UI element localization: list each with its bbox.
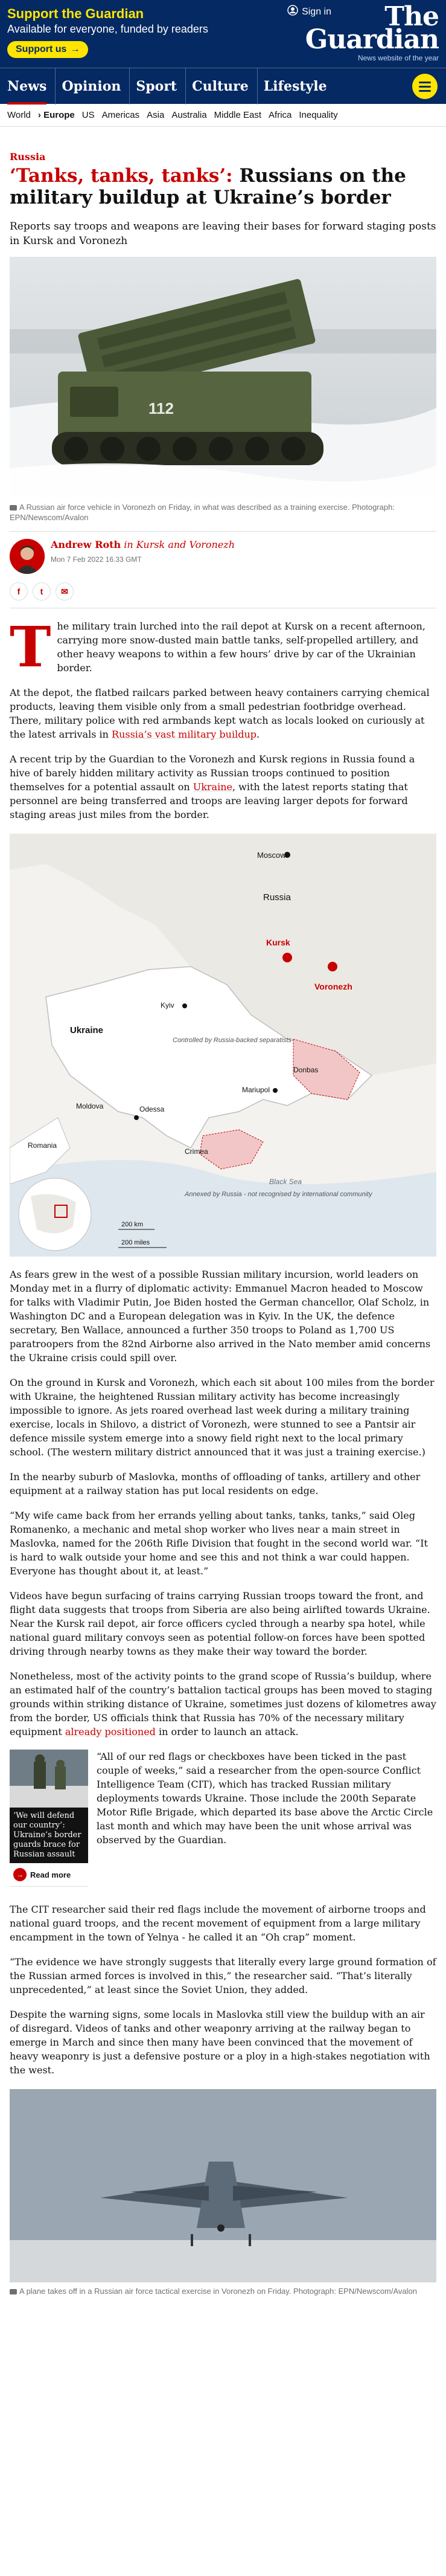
author-name [51, 539, 235, 550]
paragraph-10: “All of our red flags or checkboxes have been ticked in the past couple of weeks,” said a researcher from the open-source Conflict Intelligence Team (CIT), which has tracked Russian military deployments towards Ukraine. Those include the 200th Separate Motor Rifle Brigade, which departed its base above the Arctic Circle last month and which may have been the unit whose arrival was observed by the Guardian. [97, 1751, 433, 1846]
paragraph-3-text-a: A recent trip by the Guardian to the Voronezh and Kursk regions in Russia found a hive of barely hidden military activity as Russian troops continued to position themselves for a potential assault on [10, 753, 415, 793]
subnav-africa[interactable]: Africa [269, 110, 292, 120]
author-link[interactable]: Andrew Roth [51, 539, 121, 550]
subnav-world[interactable]: World [7, 110, 31, 120]
paragraph-1-text: he military train lurched into the rail depot at Kursk on a recent afternoon, carrying more snow-dusted main battle tanks, self-propelled artillery, and other heavy weapons to within a few hours’ drive by car of the Ukrainian border. [57, 620, 425, 674]
map-scale-km: 200 km [121, 1221, 144, 1228]
support-title: Support the Guardian [7, 6, 144, 21]
paragraph-8: Videos have begun surfacing of trains carrying Russian troops toward the front, and flight data suggests that troops from Siberia are also being airlifted towards Ukraine. Near the Kursk rail depot, air force officers cycled through a nearby spa hotel, while national guard military convoys seen as potential follow-on forces have been spotted driving through nearby towns as they make their way toward the border. [10, 1590, 430, 1657]
hero-image[interactable] [10, 257, 436, 498]
facebook-share-icon[interactable]: f [10, 582, 28, 601]
paragraph-3-text-b: , with the latest reports stating that personnel are being transferred and troops are leaving larger depots for forward staging areas just miles from the border. [10, 781, 408, 820]
map-label-moscow: Moscow [257, 851, 286, 860]
logo-tagline: News website of the year [357, 54, 439, 62]
author-location: in Kursk and Voronezh [124, 539, 235, 550]
subnav-us[interactable]: US [81, 110, 95, 120]
pillar-culture[interactable]: Culture [192, 68, 258, 105]
subnav-australia[interactable]: Australia [171, 110, 207, 120]
region-map[interactable] [10, 834, 436, 1257]
map-label-annexed: Annexed by Russia - not recognised by international community [185, 1191, 372, 1198]
subnav-inequality[interactable]: Inequality [299, 110, 338, 120]
twitter-share-icon[interactable]: t [33, 582, 51, 601]
paragraph-4: As fears grew in the west of a possible Russian military incursion, world leaders on Monday met in a flurry of diplomatic activity: Emmanuel Macron headed to Moscow for talks with Vladimir Putin, Joe Biden hosted the German chancellor, Olaf Scholz, in Washington DC and a European delegation was in Kyiv. In the UK, the defence secretary, Ben Wallace, announced a further 350 troops to Poland as 1,700 US paratroopers from the 82nd Airborne also arrived in the Nato member amid concerns the Ukraine crisis could spill over. [10, 1269, 431, 1364]
subnav-europe-label: Europe [43, 110, 75, 120]
paragraph-9 [10, 1669, 436, 1739]
guardian-logo[interactable] [305, 1, 439, 62]
map-label-kyiv: Kyiv [161, 1001, 174, 1009]
publish-date: Mon 7 Feb 2022 16.33 GMT [51, 555, 142, 564]
logo-the: The [384, 1, 439, 32]
arrow-right-icon: → [13, 1868, 27, 1881]
ukraine-russia-map [10, 834, 436, 1257]
promo-read-more[interactable] [10, 1863, 88, 1887]
support-banner [0, 0, 446, 68]
svg-text:112: 112 [148, 399, 174, 417]
standfirst: Reports say troops and weapons are leaving their bases for forward staging posts in Kursk and Voronezh [10, 221, 436, 247]
paragraph-7: “My wife came back from her errands yelling about tanks, tanks, tanks,” said Oleg Romanenko, a mechanic and metal shop worker who lives near a main street in Maslovka, named for the 206th Rifle Division that fought in the second world war. “It is hard to walk outside your home and see this and not think a war could happen. Everyone has thought about it, at least.” [10, 1510, 428, 1577]
camera-icon [10, 2289, 17, 2294]
map-label-russia: Russia [263, 892, 291, 903]
hamburger-icon-bar [419, 86, 431, 88]
map-label-donbas: Donbas [293, 1066, 319, 1074]
hamburger-icon-bar [419, 90, 431, 92]
paragraph-9-text-b: in order to launch an attack. [155, 1726, 299, 1737]
paragraph-13: Despite the warning signs, some locals in Maslovka still view the buildup with an air of disregard. Videos of tanks and other weaponry arriving at the railway began to emerge in March and since then many have been convinced that the movement of heavy weaponry is just a defensive posture or a ploy in a high-stakes negotiation with the west. [10, 2009, 430, 2076]
pillar-opinion[interactable]: Opinion [62, 68, 130, 105]
ukraine-link[interactable]: Ukraine [193, 781, 232, 793]
hero-caption [10, 502, 436, 523]
drop-cap: T [10, 614, 51, 680]
sub-nav [0, 104, 446, 127]
russia-buildup-link[interactable]: Russia’s vast military buildup [112, 729, 256, 740]
subnav-americas[interactable]: Americas [101, 110, 140, 120]
pillar-sport[interactable]: Sport [136, 68, 186, 105]
menu-button[interactable] [412, 74, 438, 99]
hero-caption-text: A Russian air force vehicle in Voronezh on Friday, in what was described as a training exercise. Photograph: EPN/Newscom/Avalon [10, 503, 395, 522]
subnav-middle-east[interactable]: Middle East [214, 110, 262, 120]
subnav-europe[interactable]: › Europe [37, 110, 75, 120]
paragraph-11: The CIT researcher said their red flags include the movement of airborne troops and national guard troops, and the recent movement of equipment from a large military encampment in the town of Yelnya - he called it an “Oh crap” moment. [10, 1904, 426, 1943]
promo-read-more-label: Read more [30, 1870, 71, 1879]
masthead [0, 0, 446, 127]
support-us-button[interactable] [7, 41, 88, 58]
article-headline [10, 165, 436, 208]
map-label-mariupol: Mariupol [242, 1086, 270, 1094]
byline [10, 532, 436, 574]
photo2-caption [10, 2286, 436, 2296]
promo-text: ‘We will defend our country’: Ukraine’s border guards brace for Russian assault [10, 1808, 88, 1863]
article-body [10, 614, 436, 2296]
sign-in-label: Sign in [302, 6, 331, 17]
hamburger-icon-bar [419, 82, 431, 83]
map-label-ukraine: Ukraine [70, 1025, 104, 1035]
fighter-jet-photo[interactable] [10, 2089, 436, 2282]
support-subtitle: Available for everyone, funded by readers [7, 23, 208, 35]
map-label-separatists: Controlled by Russia-backed separatists [173, 1037, 291, 1044]
already-positioned-link[interactable]: already positioned [65, 1726, 156, 1737]
paragraph-2-text-a: At the depot, the flatbed railcars parked between heavy containers carrying chemical products, leaving them visible only from a small pedestrian footbridge overhead. There, military police with red armbands kept watch as locals looked on curiously at the latest arrivals in [10, 687, 430, 740]
map-label-crimea: Crimea [185, 1147, 208, 1156]
paragraph-2 [10, 686, 436, 741]
paragraph-2-text-b: . [256, 729, 260, 740]
pillar-news[interactable]: News [7, 68, 56, 105]
headline-quote: ‘Tanks, tanks, tanks’: [10, 165, 233, 187]
map-label-voronezh: Voronezh [314, 982, 352, 991]
fighter-jet-illustration [10, 2089, 436, 2282]
map-label-moldova: Moldova [76, 1102, 104, 1110]
map-label-kursk: Kursk [266, 938, 290, 947]
map-label-odessa: Odessa [139, 1105, 165, 1113]
promo-image [10, 1750, 88, 1808]
paragraph-3 [10, 752, 436, 822]
pillar-nav [0, 68, 446, 104]
map-label-romania: Romania [28, 1141, 57, 1150]
author-avatar[interactable] [10, 539, 45, 574]
military-vehicle-illustration [10, 257, 436, 498]
subnav-asia[interactable]: Asia [147, 110, 165, 120]
article [0, 151, 446, 2296]
support-us-label: Support us [16, 44, 67, 54]
paragraph-12: “The evidence we have strongly suggests that literally every large ground formation of the Russian armed forces is involved in this,” the researcher said. “That’s literally unprecedented,” at least since the Soviet Union, they added. [10, 1956, 436, 1995]
related-article-promo[interactable] [10, 1750, 88, 1887]
pillar-lifestyle[interactable]: Lifestyle [263, 78, 327, 94]
user-icon [287, 5, 298, 19]
map-scale-miles: 200 miles [121, 1239, 150, 1246]
email-share-icon[interactable]: ✉ [56, 582, 74, 601]
logo-guardian: Guardian [305, 24, 439, 55]
photo2-caption-text: A plane takes off in a Russian air force tactical exercise in Voronezh on Friday. Photograph: EPN/Newscom/Avalon [19, 2287, 418, 2296]
paragraph-1 [10, 614, 436, 680]
camera-icon [10, 505, 17, 510]
paragraph-5: On the ground in Kursk and Voronezh, which each sit about 100 miles from the border with Ukraine, the heightened Russian military activity has become increasingly impossible to ignore. As jets roared overhead last week during a military training exercise, locals in Shilovo, a district of Voronezh, were stunned to see a Pantsir air defence missile system emerge into a snowy field right next to the local primary school. (The western military district announced that it was just a training exercise.) [10, 1377, 435, 1458]
map-label-black-sea: Black Sea [269, 1177, 302, 1186]
headline-rest: Russians on the military buildup at Ukraine’s border [10, 165, 406, 208]
paragraph-6: In the nearby suburb of Maslovka, months of offloading of tanks, artillery and other equipment at a railway station has put local residents on edge. [10, 1471, 421, 1496]
share-bar [10, 582, 436, 608]
arrow-right-icon: → [70, 44, 80, 54]
section-kicker[interactable]: Russia [10, 151, 46, 163]
paragraph-9-text-a: Nonetheless, most of the activity points to the grand scope of Russia’s buildup, where an estimated half of the country’s battalion tactical groups has been moved to staging grounds within striking distance of Ukraine, sometimes just dozens of kilometres away from the border, US officials think that Russia has 70% of the necessary military equipment [10, 1670, 436, 1737]
